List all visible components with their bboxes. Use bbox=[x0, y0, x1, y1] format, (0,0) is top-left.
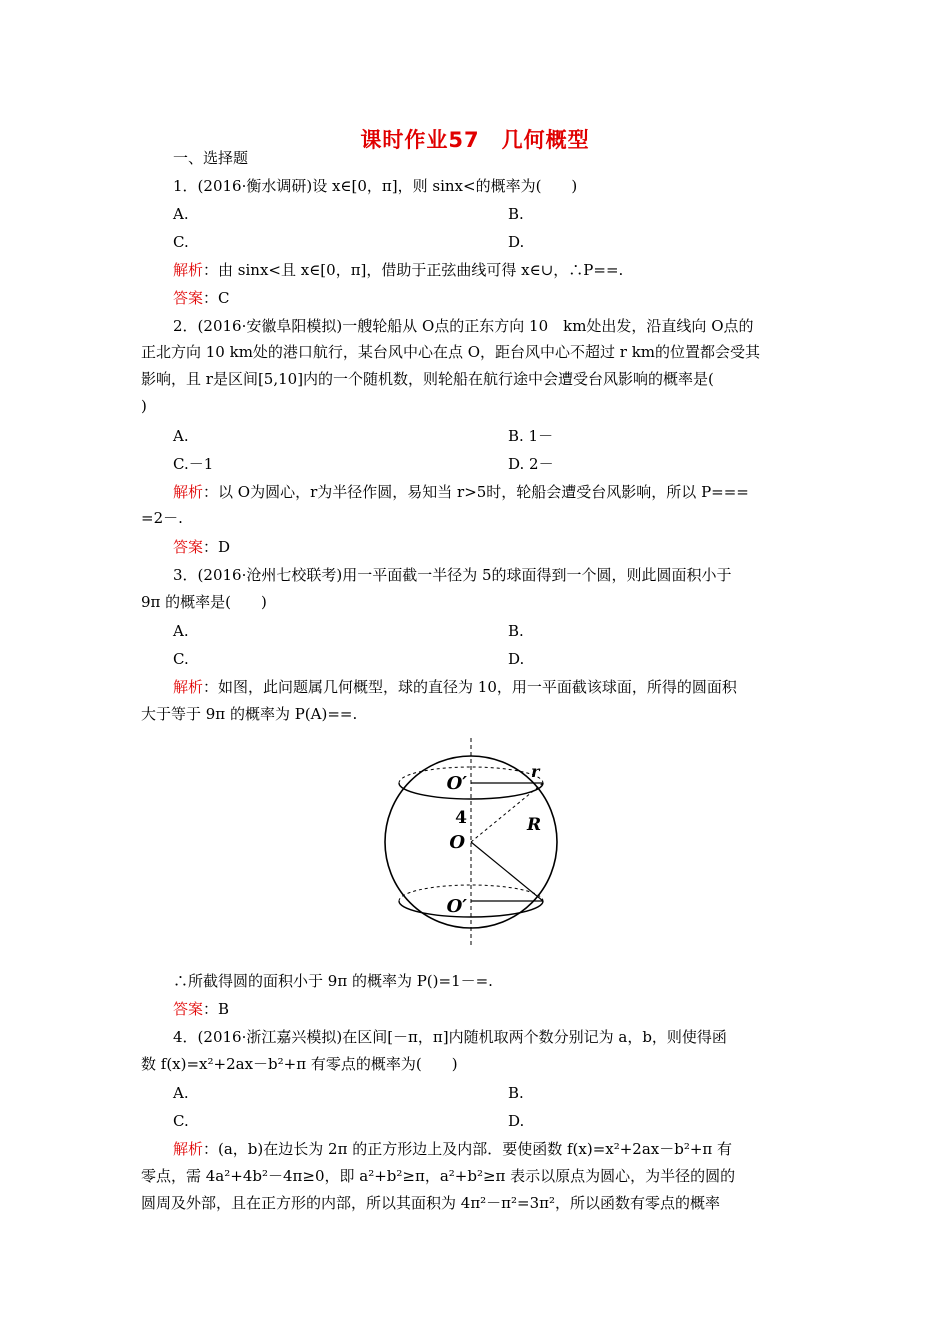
q2-analysis-line-2: =2－. bbox=[141, 509, 183, 527]
q3-option-c: C. bbox=[173, 650, 189, 668]
q4-option-a: A. bbox=[173, 1084, 189, 1102]
label-distance: 4 bbox=[455, 808, 467, 828]
q2-option-b: B. 1－ bbox=[508, 427, 554, 445]
q2-answer bbox=[173, 537, 230, 557]
q3-option-b: B. bbox=[508, 622, 524, 640]
q3-option-a: A. bbox=[173, 622, 189, 640]
q4-analysis-line-3: 圆周及外部，且在正方形的内部，所以其面积为 4π²－π²=3π²，所以函数有零点的概率 bbox=[141, 1194, 721, 1212]
q3-option-d: D. bbox=[508, 650, 525, 668]
answer-label: 答案 bbox=[173, 289, 204, 307]
analysis-text: ：如图，此问题属几何概型，球的直径为 10，用一平面截该球面，所得的圆面积 bbox=[203, 678, 737, 696]
label-small-radius: r bbox=[531, 762, 540, 781]
q2-stem-line-4: ) bbox=[141, 397, 147, 415]
q4-stem-line-2: 数 f(x)=x²+2ax－b²+π 有零点的概率为( ) bbox=[141, 1055, 458, 1073]
analysis-label: 解析 bbox=[173, 678, 204, 696]
q3-stem-line-1: 3．(2016·沧州七校联考)用一平面截一半径为 5的球面得到一个圆，则此圆面积小于 bbox=[173, 566, 732, 584]
answer-text: ：B bbox=[203, 1000, 230, 1018]
q2-option-a: A. bbox=[173, 427, 189, 445]
analysis-text: ：(a，b)在边长为 2π 的正方形边上及内部．要使函数 f(x)=x²+2ax－b²+π 有 bbox=[203, 1140, 733, 1158]
q2-stem-line-3: 影响，且 r是区间[5,10]内的一个随机数，则轮船在航行途中会遭受台风影响的概率是( bbox=[141, 370, 714, 388]
q3-conclusion: ∴所截得圆的面积小于 9π 的概率为 P()=1－=. bbox=[173, 972, 493, 990]
q3-answer bbox=[173, 999, 229, 1019]
analysis-label: 解析 bbox=[173, 1140, 204, 1158]
section-heading: 一、选择题 bbox=[173, 149, 249, 167]
q1-option-d: D. bbox=[508, 233, 525, 251]
label-big-radius: R bbox=[527, 815, 542, 835]
q4-analysis-line-2: 零点，需 4a²+4b²－4π≥0，即 a²+b²≥π，a²+b²≥π 表示以原点为圆心，为半径的圆的 bbox=[141, 1167, 736, 1185]
answer-text: ：D bbox=[203, 538, 231, 556]
q2-analysis-line-1 bbox=[173, 482, 749, 502]
q4-option-c: C. bbox=[173, 1112, 189, 1130]
analysis-label: 解析 bbox=[173, 483, 204, 501]
q2-stem-line-1: 2．(2016·安徽阜阳模拟)一艘轮船从 O点的正东方向 10 km处出发，沿直线向 O点的 bbox=[173, 317, 754, 335]
q3-analysis-line-2: 大于等于 9π 的概率为 P(A)==. bbox=[141, 705, 358, 723]
q1-answer bbox=[173, 288, 230, 308]
q1-stem: 1．(2016·衡水调研)设 x∈[0，π]，则 sinx<的概率为( ) bbox=[173, 177, 578, 195]
analysis-label: 解析 bbox=[173, 261, 204, 279]
q2-option-c: C.－1 bbox=[173, 455, 214, 473]
q3-analysis-line-1 bbox=[173, 677, 737, 697]
label-bottom-center: O′ bbox=[446, 896, 467, 917]
q4-stem-line-1: 4．(2016·浙江嘉兴模拟)在区间[－π，π]内随机取两个数分别记为 a，b，则使得函 bbox=[173, 1028, 727, 1046]
label-top-center: O′ bbox=[446, 773, 467, 794]
sphere-diagram bbox=[383, 734, 559, 950]
q2-stem-line-2: 正北方向 10 km处的港口航行，某台风中心在点 O，距台风中心不超过 r km的位置都会受其 bbox=[141, 343, 761, 361]
analysis-text: ：由 sinx<且 x∈[0，π]，借助于正弦曲线可得 x∈∪，∴P==. bbox=[203, 261, 624, 279]
page-title: 课时作业57 几何概型 bbox=[360, 128, 590, 152]
q3-stem-line-2: 9π 的概率是( ) bbox=[141, 593, 267, 611]
answer-label: 答案 bbox=[173, 1000, 204, 1018]
answer-text: ：C bbox=[203, 289, 230, 307]
answer-label: 答案 bbox=[173, 538, 204, 556]
q4-option-b: B. bbox=[508, 1084, 524, 1102]
q4-analysis-line-1 bbox=[173, 1139, 732, 1159]
q4-option-d: D. bbox=[508, 1112, 525, 1130]
q1-option-b: B. bbox=[508, 205, 524, 223]
lower-radius-line bbox=[471, 842, 543, 901]
q1-option-a: A. bbox=[173, 205, 189, 223]
label-center: O bbox=[449, 832, 465, 853]
analysis-text: ：以 O为圆心，r为半径作圆，易知当 r>5时，轮船会遭受台风影响，所以 P=== bbox=[203, 483, 749, 501]
q1-analysis bbox=[173, 260, 623, 280]
q2-option-d: D. 2－ bbox=[508, 455, 554, 473]
q1-option-c: C. bbox=[173, 233, 189, 251]
